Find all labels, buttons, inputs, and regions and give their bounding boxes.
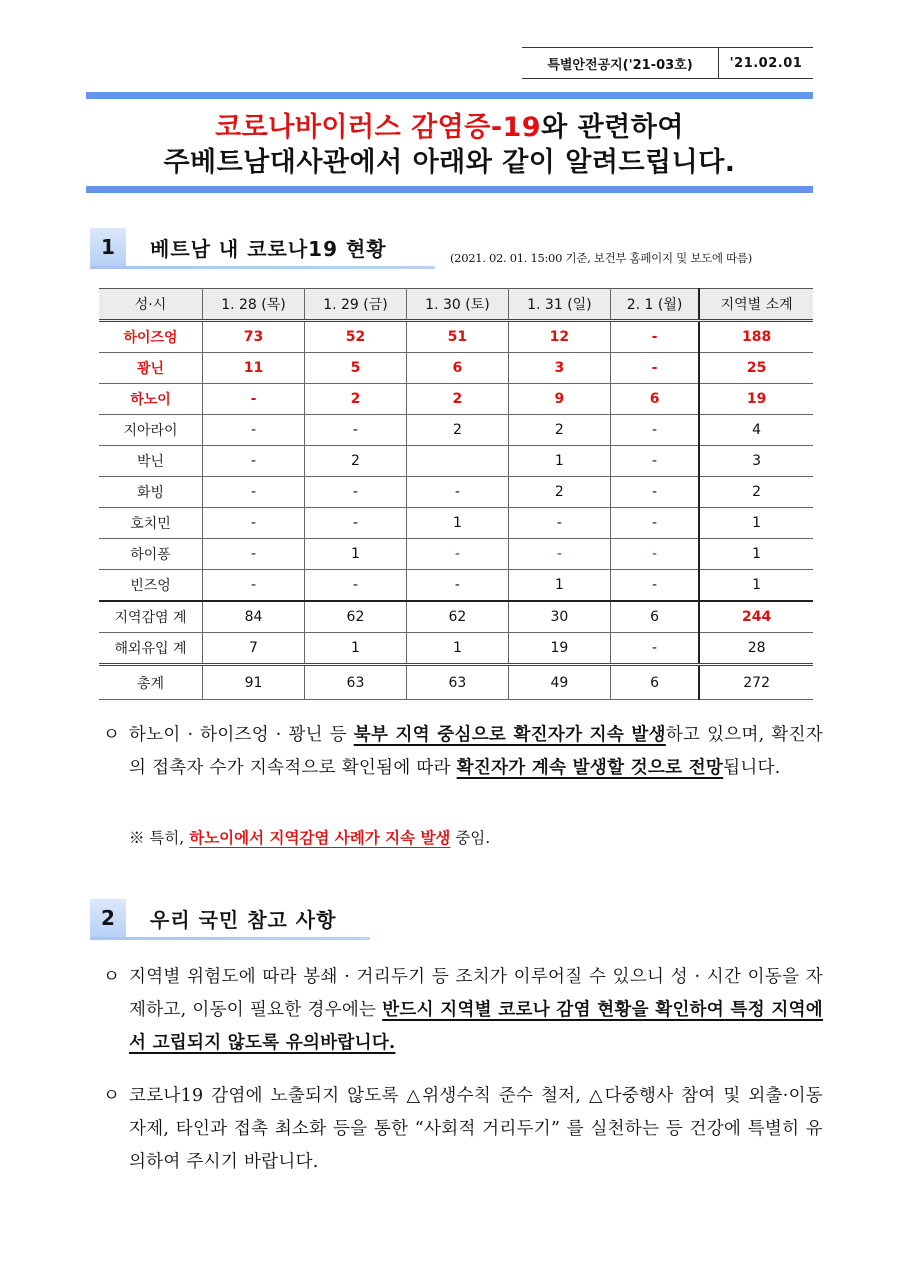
paragraph-text: 코로나19 감염에 노출되지 않도록 △위생수칙 준수 철저, △다중행사 참여 및 외출·이동 자제, 타인과 접촉 최소화 등을 통한 “사회적 거리두기” 를 실천하는 등 건강에 특별히 유의하여 주시기 바랍니다.: [129, 1086, 823, 1172]
title-band-bottom: [86, 186, 813, 193]
subtotal-cell: 272: [699, 665, 813, 700]
bullet-icon: ㅇ: [103, 725, 121, 745]
region-cell: 박닌: [99, 446, 203, 477]
value-cell: 1: [508, 446, 610, 477]
section-underline: [90, 937, 370, 940]
section-number: 2: [90, 899, 126, 937]
value-cell: 6: [610, 601, 699, 633]
value-cell: [406, 446, 508, 477]
value-cell: -: [203, 539, 305, 570]
covid-cases-table: [99, 288, 813, 700]
value-cell: -: [304, 508, 406, 539]
value-cell: -: [610, 508, 699, 539]
bullet-icon: ㅇ: [103, 967, 121, 987]
page-title-line2: 주베트남대사관에서 아래와 같이 알려드립니다.: [163, 147, 736, 178]
value-cell: 1: [406, 508, 508, 539]
value-cell: 2: [304, 384, 406, 415]
value-cell: -: [304, 477, 406, 508]
grand-total-row: [99, 665, 813, 700]
page-title-line1: [86, 111, 813, 145]
data-source-note: (2021. 02. 01. 15:00 기준, 보건부 홈페이지 및 보도에 따름): [450, 251, 752, 265]
table-header-row: [99, 289, 813, 321]
paragraph-text: [129, 961, 823, 1060]
total-label-cell: 지역감염 계: [99, 601, 203, 633]
value-cell: 1: [304, 633, 406, 665]
value-cell: 2: [508, 477, 610, 508]
subtotal-cell: 19: [699, 384, 813, 415]
value-cell: 62: [406, 601, 508, 633]
value-cell: 91: [203, 665, 305, 700]
value-cell: 1: [508, 570, 610, 602]
value-cell: 7: [203, 633, 305, 665]
value-cell: -: [406, 539, 508, 570]
total-label-cell: 해외유입 계: [99, 633, 203, 665]
region-cell: 하이퐁: [99, 539, 203, 570]
subtotal-cell: 25: [699, 353, 813, 384]
table-row: [99, 446, 813, 477]
header-cell: 1. 28 (목): [203, 289, 305, 321]
text-run: 됩니다.: [723, 758, 781, 778]
table-row: [99, 508, 813, 539]
value-cell: -: [203, 415, 305, 446]
table-row: [99, 570, 813, 602]
section-underline: [90, 266, 435, 269]
header-cell: 성·시: [99, 289, 203, 321]
value-cell: 5: [304, 353, 406, 384]
paragraph-northern-outbreak: [103, 719, 823, 785]
table-row: [99, 384, 813, 415]
subtotal-cell: 1: [699, 508, 813, 539]
title-rest: 와 관련하여: [541, 112, 684, 143]
value-cell: 63: [304, 665, 406, 700]
value-cell: 6: [406, 353, 508, 384]
value-cell: 2: [406, 415, 508, 446]
section-title: 베트남 내 코로나19 현황: [150, 236, 387, 261]
value-cell: -: [406, 477, 508, 508]
paragraph-text: [129, 719, 823, 785]
table-row: [99, 477, 813, 508]
total-label-cell: 총계: [99, 665, 203, 700]
region-cell: 지아라이: [99, 415, 203, 446]
value-cell: 9: [508, 384, 610, 415]
table-row: [99, 539, 813, 570]
subtotal-cell: 3: [699, 446, 813, 477]
header-cell: 지역별 소계: [699, 289, 813, 321]
value-cell: 52: [304, 321, 406, 353]
value-cell: 49: [508, 665, 610, 700]
region-cell: 하노이: [99, 384, 203, 415]
region-cell: 호치민: [99, 508, 203, 539]
value-cell: 11: [203, 353, 305, 384]
title-band-top: [86, 92, 813, 99]
subtotal-cell: 2: [699, 477, 813, 508]
imported-total-row: [99, 633, 813, 665]
local-total-row: [99, 601, 813, 633]
value-cell: -: [406, 570, 508, 602]
header-cell: 1. 30 (토): [406, 289, 508, 321]
region-cell: 꽝닌: [99, 353, 203, 384]
value-cell: 6: [610, 384, 699, 415]
subtotal-cell: 1: [699, 539, 813, 570]
value-cell: -: [610, 353, 699, 384]
value-cell: -: [610, 446, 699, 477]
text-run: 하고 있으며, 확진자의 접촉자 수가 지속적으로 확인됨에 따라: [129, 725, 823, 778]
subtotal-cell: 4: [699, 415, 813, 446]
header-cell: 1. 29 (금): [304, 289, 406, 321]
table-row: [99, 353, 813, 384]
value-cell: 1: [304, 539, 406, 570]
region-cell: 화빙: [99, 477, 203, 508]
value-cell: -: [203, 446, 305, 477]
value-cell: 3: [508, 353, 610, 384]
notice-date: '21.02.01: [729, 55, 803, 71]
section-title: 우리 국민 참고 사항: [150, 907, 337, 932]
notice-label: 특별안전공지('21-03호): [522, 48, 719, 78]
subtotal-cell: 1: [699, 570, 813, 602]
value-cell: 2: [406, 384, 508, 415]
value-cell: 6: [610, 665, 699, 700]
value-cell: -: [508, 539, 610, 570]
text-run: 하노이 · 하이즈엉 · 꽝닌 등: [129, 725, 354, 745]
section-number: 1: [90, 228, 126, 266]
value-cell: -: [304, 570, 406, 602]
table-row: [99, 321, 813, 353]
value-cell: -: [203, 570, 305, 602]
value-cell: -: [203, 508, 305, 539]
value-cell: 63: [406, 665, 508, 700]
note-highlight: 하노이에서 지역감염 사례가 지속 발생: [189, 828, 451, 847]
value-cell: 73: [203, 321, 305, 353]
value-cell: -: [304, 415, 406, 446]
value-cell: 84: [203, 601, 305, 633]
header-cell: 1. 31 (일): [508, 289, 610, 321]
value-cell: 2: [508, 415, 610, 446]
text-run: 지역별 위험도에 따라 봉쇄 · 거리두기 등 조치가 이루어질 수 있으니 성 · 시간 이동을 자제하고, 이동이 필요한 경우에는: [129, 967, 823, 1020]
value-cell: -: [203, 384, 305, 415]
value-cell: -: [610, 477, 699, 508]
value-cell: -: [610, 570, 699, 602]
section-header-2: [90, 899, 336, 937]
value-cell: 30: [508, 601, 610, 633]
value-cell: -: [610, 415, 699, 446]
subtotal-cell: 188: [699, 321, 813, 353]
subtotal-cell: 28: [699, 633, 813, 665]
emphasis-underlined: 북부 지역 중심으로 확진자가 지속 발생: [353, 725, 666, 745]
region-cell: 하이즈엉: [99, 321, 203, 353]
header-cell: 2. 1 (월): [610, 289, 699, 321]
paragraph-travel-advice: [103, 961, 823, 1060]
note-prefix: ※ 특히,: [129, 829, 190, 847]
value-cell: -: [610, 539, 699, 570]
emphasis-underlined: 확진자가 계속 발생할 것으로 전망: [456, 758, 724, 778]
value-cell: -: [610, 633, 699, 665]
note-suffix: 중임.: [450, 829, 491, 847]
paragraph-social-distancing: [103, 1080, 823, 1179]
value-cell: 51: [406, 321, 508, 353]
bullet-icon: ㅇ: [103, 1086, 121, 1106]
emphasis-underlined: 반드시 지역별 코로나 감염 현황을 확인하여 특정 지역에서 고립되지 않도록 유의바랍니다.: [129, 1000, 823, 1053]
value-cell: 12: [508, 321, 610, 353]
value-cell: 62: [304, 601, 406, 633]
section-header-1: [90, 228, 387, 266]
value-cell: -: [508, 508, 610, 539]
region-cell: 빈즈엉: [99, 570, 203, 602]
value-cell: -: [203, 477, 305, 508]
value-cell: 1: [406, 633, 508, 665]
value-cell: -: [610, 321, 699, 353]
notice-box: [522, 47, 813, 79]
value-cell: 2: [304, 446, 406, 477]
title-highlight: 코로나바이러스 감염증-19: [215, 112, 542, 143]
value-cell: 19: [508, 633, 610, 665]
subtotal-cell: 244: [699, 601, 813, 633]
hanoi-note: [129, 826, 490, 848]
table-row: [99, 415, 813, 446]
